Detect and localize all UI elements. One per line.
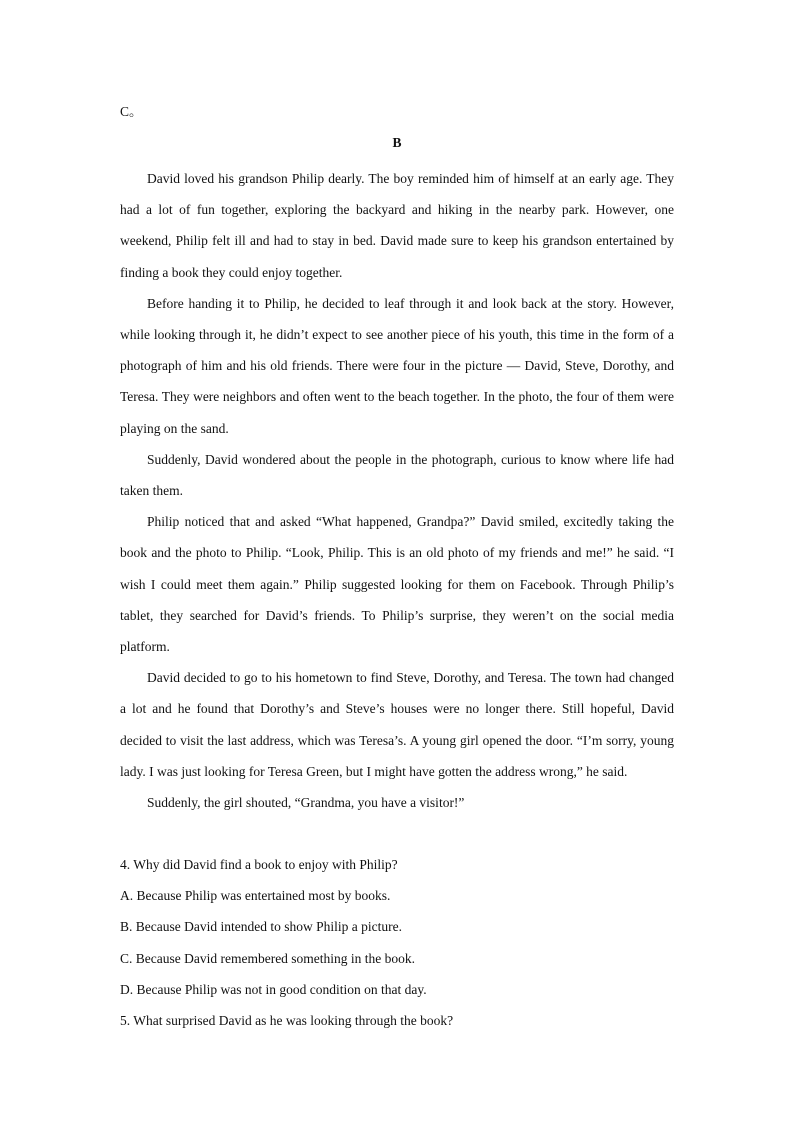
option-b: B. Because David intended to show Philip a picture. — [120, 919, 402, 935]
option-c: C. Because David remembered something in the book. — [120, 950, 416, 966]
question-stem-4: 4. Why did David find a book to enjoy with Philip? — [120, 857, 398, 872]
passage-paragraph: David decided to go to his hometown to find Steve, Dorothy, and Teresa. The town had changed a lot and he found that Dorothy’s and Steve’s houses were no longer there. Still hopeful, David decided to visit the last address, which was Teresa’s. A young girl opened the door. “I’m sorry, young lady. I was just looking for Teresa Green, but I might have gotten the address wrong,” he said. — [120, 670, 674, 779]
previous-answer: C。 — [120, 104, 143, 119]
section-heading: B — [392, 135, 402, 150]
passage-paragraph: Philip noticed that and asked “What happened, Grandpa?” David smiled, excitedly taking the book and the photo to Philip. “Look, Philip. This is an old photo of my friends and me!” he said. “I wish I could meet them again.” Philip suggested looking for them on Facebook. Through Philip’s tablet, they searched for David’s friends. To Philip’s surprise, they weren’t on the social media platform. — [120, 514, 674, 655]
question-stem-5: 5. What surprised David as he was looking through the book? — [120, 1013, 454, 1029]
option-d: D. Because Philip was not in good condition on that day. — [120, 981, 427, 997]
passage-paragraph: Suddenly, David wondered about the people in the photograph, curious to know where life had taken them. — [120, 451, 674, 499]
option-a: A. Because Philip was entertained most by books. — [120, 888, 391, 904]
passage-paragraph: David loved his grandson Philip dearly. The boy reminded him of himself at an early age. They had a lot of fun together, exploring the backyard and hiking in the nearby park. However, one weekend, Philip felt ill and had to stay in bed. David made sure to keep his grandson entertained by finding a book they could enjoy together. — [120, 171, 674, 280]
question-list — [120, 849, 674, 1036]
reading-passage — [120, 163, 674, 818]
passage-paragraph: Suddenly, the girl shouted, “Grandma, you have a visitor!” — [147, 795, 465, 811]
passage-paragraph: Before handing it to Philip, he decided to leaf through it and look back at the story. However, while looking through it, he didn’t expect to see another piece of his youth, this time in the form of a photograph of him and his old friends. There were four in the picture — David, Steve, Dorothy, and Teresa. They were neighbors and often went to the beach together. In the photo, the four of them were playing on the sand. — [120, 295, 674, 436]
